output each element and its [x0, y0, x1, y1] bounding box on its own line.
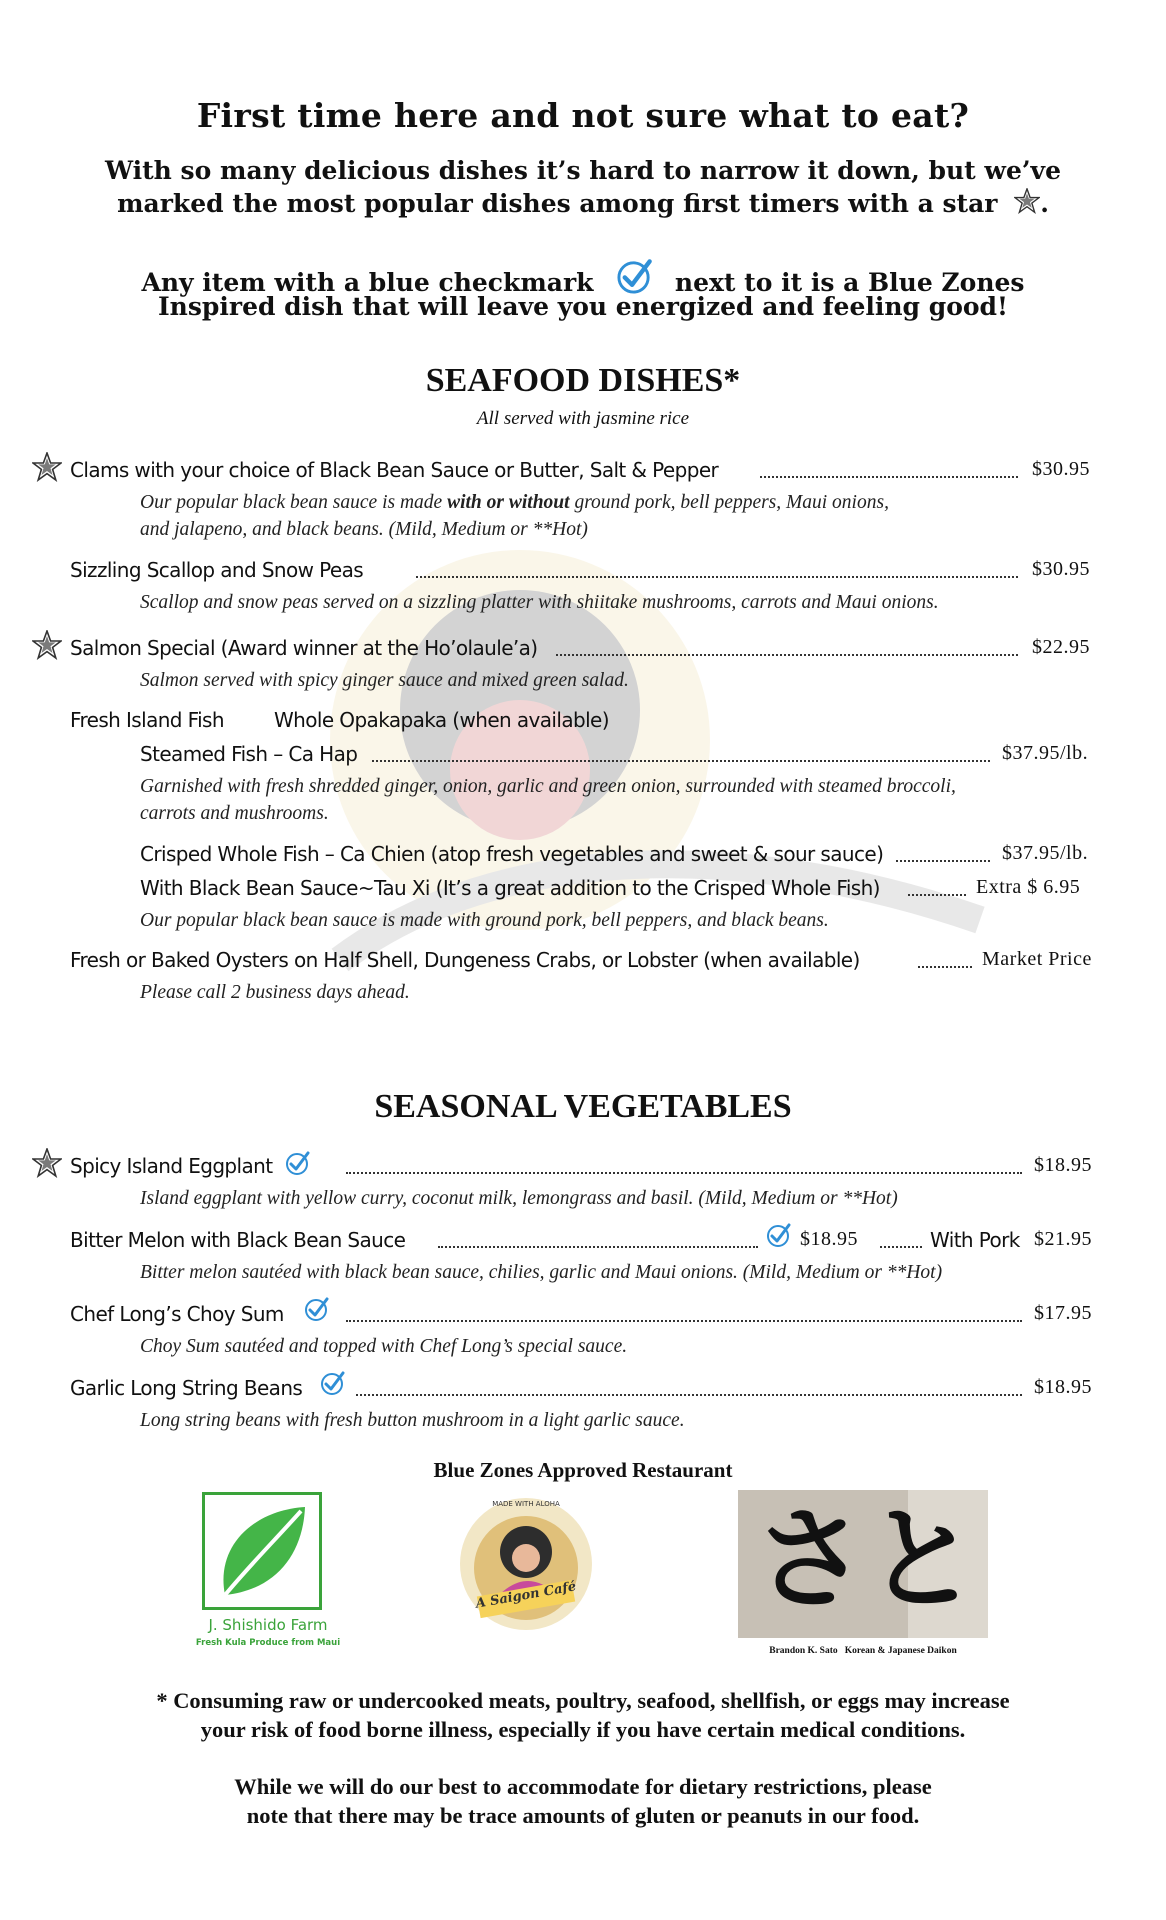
clams-desc-bold: with or without [447, 492, 570, 513]
dot-leader [908, 894, 966, 896]
bitter-melon-desc: Bitter melon sautéed with black bean sauce, chilies, garlic and Maui onions. (Mild, Medium or **Hot) [140, 1262, 943, 1283]
crisped-fish-name: Crisped Whole Fish – Ca Chien (atop fresh vegetables and sweet & sour sauce) [140, 842, 884, 866]
dot-leader [356, 1394, 1022, 1396]
oysters-price: Market Price [982, 948, 1092, 970]
scallop-desc: Scallop and snow peas served on a sizzling platter with shiitake mushrooms, carrots and Maui onions. [140, 592, 939, 613]
eggplant-price: $18.95 [1034, 1154, 1092, 1176]
dot-leader [346, 1320, 1022, 1322]
seafood-subheading: All served with jasmine rice [476, 408, 690, 429]
bitter-melon-pork-price: $21.95 [1034, 1228, 1092, 1250]
blue-check-icon [766, 1222, 792, 1248]
oysters-name: Fresh or Baked Oysters on Half Shell, Dungeness Crabs, or Lobster (when available) [70, 948, 860, 972]
steamed-fish-price: $37.95/lb. [1002, 742, 1089, 764]
star-icon [32, 452, 62, 482]
blue-check-icon [285, 1150, 311, 1176]
sato-caption-name: Brandon K. Sato [769, 1646, 838, 1656]
star-icon [32, 1148, 62, 1178]
clams-desc [140, 489, 889, 516]
shishido-sub: Fresh Kula Produce from Maui [195, 1638, 341, 1648]
dot-leader [880, 1246, 922, 1248]
eggplant-desc: Island eggplant with yellow curry, coconut milk, lemongrass and basil. (Mild, Medium or **Hot) [140, 1188, 898, 1209]
blackbean-fish-desc: Our popular black bean sauce is made with ground pork, bell peppers, and black beans. [140, 910, 829, 931]
fish-whole: Whole Opakapaka (when available) [274, 708, 609, 732]
shishido-name: J. Shishido Farm [208, 1616, 328, 1634]
clams-name: Clams with your choice of Black Bean Sauce or Butter, Salt & Pepper [70, 458, 719, 482]
eggplant-name: Spicy Island Eggplant [70, 1154, 273, 1178]
sato-photo [738, 1490, 988, 1638]
dot-leader [918, 966, 972, 968]
intro-check-text-a: Any item with a blue checkmark [141, 268, 594, 297]
dot-leader [896, 860, 990, 862]
dot-leader [556, 654, 1018, 656]
choy-sum-price: $17.95 [1034, 1302, 1092, 1324]
clams-desc-b: ground pork, bell peppers, Maui onions, [569, 492, 889, 513]
dot-leader [372, 760, 990, 762]
string-beans-price: $18.95 [1034, 1376, 1092, 1398]
clams-desc-line-2: and jalapeno, and black beans. (Mild, Medium or **Hot) [140, 519, 588, 540]
intro-star-end: . [1040, 189, 1049, 218]
dietary-line-1: While we will do our best to accommodate for dietary restrictions, please [234, 1774, 932, 1799]
dietary-line-2: note that there may be trace amounts of gluten or peanuts in our food. [246, 1803, 920, 1828]
saigon-name: A Saigon Café [474, 1579, 578, 1612]
steamed-fish-desc-2: carrots and mushrooms. [140, 803, 329, 824]
choy-sum-desc: Choy Sum sautéed and topped with Chef Long’s special sauce. [140, 1336, 628, 1357]
intro-star-line-2 [0, 187, 1166, 221]
blue-check-icon [304, 1296, 330, 1322]
string-beans-desc: Long string beans with fresh button mushroom in a light garlic sauce. [140, 1410, 685, 1431]
string-beans-name: Garlic Long String Beans [70, 1376, 303, 1400]
clams-price: $30.95 [1032, 458, 1090, 480]
dot-leader [346, 1172, 1022, 1174]
star-icon [32, 630, 62, 660]
intro-check-text-b: next to it is a Blue Zones [674, 268, 1025, 297]
sato-caption [738, 1646, 988, 1656]
crisped-fish-price: $37.95/lb. [1002, 842, 1089, 864]
vegetables-heading: SEASONAL VEGETABLES [374, 1088, 792, 1125]
dot-leader [416, 576, 1018, 578]
leaf-icon [205, 1495, 319, 1607]
sato-caption-product: Korean & Japanese Daikon [844, 1646, 957, 1656]
blue-check-icon [320, 1370, 346, 1396]
bitter-melon-price: $18.95 [800, 1228, 858, 1250]
salmon-price: $22.95 [1032, 636, 1090, 658]
star-icon [1014, 188, 1040, 214]
choy-sum-name: Chef Long’s Choy Sum [70, 1302, 284, 1326]
saigon-cafe-logo [458, 1496, 594, 1632]
salmon-name: Salmon Special (Award winner at the Ho’olaule’a) [70, 636, 538, 660]
oysters-desc: Please call 2 business days ahead. [140, 982, 410, 1003]
intro-star-text: marked the most popular dishes among first timers with a star [117, 189, 998, 218]
bitter-melon-name: Bitter Melon with Black Bean Sauce [70, 1228, 406, 1252]
scallop-name: Sizzling Scallop and Snow Peas [70, 558, 364, 582]
saigon-top-text: MADE WITH ALOHA [492, 1500, 560, 1508]
leaf-frame [202, 1492, 322, 1610]
bitter-melon-pork-label: With Pork [930, 1228, 1020, 1252]
blackbean-fish-price: Extra $ 6.95 [976, 876, 1081, 898]
saigon-cafe-badge [458, 1496, 594, 1632]
sato-daikon-logo [738, 1490, 988, 1670]
warning-line-2: your risk of food borne illness, especially if you have certain medical conditions. [200, 1717, 966, 1742]
dot-leader [438, 1246, 758, 1248]
partners-heading: Blue Zones Approved Restaurant [433, 1458, 733, 1482]
intro-star-line-1: With so many delicious dishes it’s hard to narrow it down, but we’ve [105, 156, 1061, 185]
seafood-heading: SEAFOOD DISHES* [425, 362, 741, 399]
warning-line-1: * Consuming raw or undercooked meats, poultry, seafood, shellfish, or eggs may increase [156, 1688, 1010, 1713]
salmon-desc: Salmon served with spicy ginger sauce and mixed green salad. [140, 670, 629, 691]
intro-check-line-2: Inspired dish that will leave you energized and feeling good! [157, 292, 1008, 321]
clams-desc-a: Our popular black bean sauce is made [140, 492, 448, 513]
fish-name: Fresh Island Fish [70, 708, 224, 732]
intro-title: First time here and not sure what to eat? [196, 96, 970, 135]
sato-glyph: さと [754, 1495, 978, 1625]
steamed-fish-desc-1: Garnished with fresh shredded ginger, onion, garlic and green onion, surrounded with steamed broccoli, [140, 776, 956, 797]
scallop-price: $30.95 [1032, 558, 1090, 580]
steamed-fish-name: Steamed Fish – Ca Hap [140, 742, 358, 766]
dot-leader [760, 476, 1018, 478]
shishido-farm-logo [188, 1492, 348, 1652]
blackbean-fish-name: With Black Bean Sauce~Tau Xi (It’s a great addition to the Crisped Whole Fish) [140, 876, 880, 900]
